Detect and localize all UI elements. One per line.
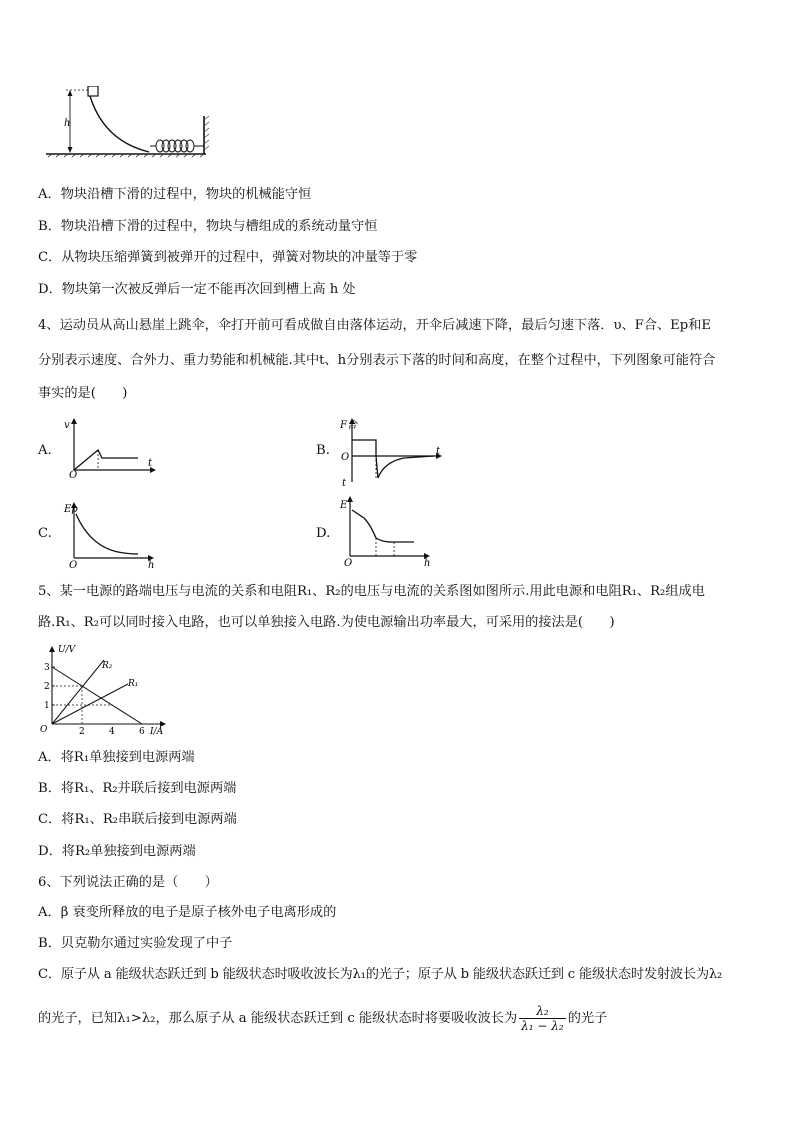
q5-ytick-3: 3 [44,663,50,673]
q3-option-a: A．物块沿槽下滑的过程中，物块的机械能守恒 [38,187,312,202]
q4-b-ylabel: F合 [340,420,357,431]
q3-option-b: B．物块沿槽下滑的过程中，物块与槽组成的系统动量守恒 [38,219,378,234]
q4-a-xlabel: t [148,458,153,469]
q4-option-c-label: C. [38,526,52,541]
q4-c-origin: O [69,560,78,570]
q3-height-label: h [64,118,71,129]
q4-stem-line3: 事实的是( ) [38,386,128,401]
q4-b-below-label: t [342,478,347,488]
q5-option-b: B．将R₁、R₂并联后接到电源两端 [38,781,237,796]
q4-d-origin: O [344,558,353,568]
q3-option-c: C．从物块压缩弹簧到被弹开的过程中，弹簧对物块的冲量等于零 [38,250,418,265]
q5-ytick-1: 1 [44,701,50,711]
q4-stem-line2: 分别表示速度、合外力、重力势能和机械能.其中t、h分别表示下落的时间和高度，在整个过程中，下列图象可能符合 [38,353,716,368]
q4-a-origin: O [69,470,78,478]
q5-xlabel: I/A [150,727,164,737]
q6-option-a: A．β 衰变所释放的电子是原子核外电子电离形成的 [38,905,337,920]
q5-xtick-4: 4 [109,727,115,737]
q6-option-c-line2 [38,1004,607,1033]
q6-option-b: B．贝克勒尔通过实验发现了中子 [38,936,233,951]
q6-option-c-line1: C．原子从 a 能级状态跃迁到 b 能级状态时吸收波长为λ₁的光子；原子从 b 能级状态跃迁到 c 能级状态时发射波长为λ₂ [38,967,723,982]
q5-option-d: D．将R₂单独接到电源两端 [38,844,196,859]
q5-ytick-2: 2 [44,682,50,692]
q3-track-figure [44,86,214,158]
q4-option-d-label: D. [316,526,331,541]
q4-graph-a [62,416,162,478]
q4-b-origin: O [341,452,350,463]
q6-stem: 6、下列说法正确的是（ ） [38,875,218,890]
q5-stem-line1: 5、某一电源的路端电压与电流的关系和电阻R₁、R₂的电压与电流的关系图如图所示.用此电源和电阻R₁、R₂组成电 [38,584,705,599]
q4-a-ylabel: v [64,420,70,431]
q4-graph-b [338,416,450,488]
q4-graph-d [338,494,438,568]
q4-c-xlabel: h [148,560,155,570]
q5-xtick-6: 6 [139,727,145,737]
q5-xtick-2: 2 [79,727,85,737]
q4-b-xlabel: t [436,446,441,457]
q5-stem-line2: 路.R₁、R₂可以同时接入电路，也可以单独接入电路.为使电源输出功率最大，可采用的接法是( ) [38,615,615,630]
q6-wavelength-fraction [519,1004,566,1033]
q5-r2-label: R₂ [102,661,113,671]
q6-option-c-line2-post: 的光子 [567,1011,608,1026]
q5-option-a: A．将R₁单独接到电源两端 [38,750,195,765]
q5-origin: O [40,725,48,735]
q5-option-c: C．将R₁、R₂串联后接到电源两端 [38,812,237,827]
q5-r1-label: R₁ [128,679,139,689]
q4-stem-line1: 4、运动员从高山悬崖上跳伞，伞打开前可看成做自由落体运动，开伞后减速下降，最后匀速下落．υ、F合、Ep和E [38,318,712,333]
q4-c-ylabel: Ep [64,504,78,515]
q4-d-xlabel: h [424,558,431,568]
q3-option-d: D．物块第一次被反弹后一定不能再次回到槽上高 h 处 [38,282,356,297]
q4-option-a-label: A. [38,443,52,458]
fraction-denominator: λ₁ − λ₂ [521,1019,564,1033]
fraction-numerator: λ₂ [519,1004,566,1019]
q4-graph-c [62,500,162,570]
q6-option-c-line2-pre: 的光子，已知λ₁>λ₂，那么原子从 a 能级状态跃迁到 c 能级状态时将要吸收波长为 [38,1011,518,1026]
q4-d-ylabel: E [340,500,348,511]
q5-ui-graph [36,642,176,738]
q4-option-b-label: B. [316,443,330,458]
q5-ylabel: U/V [58,645,76,655]
